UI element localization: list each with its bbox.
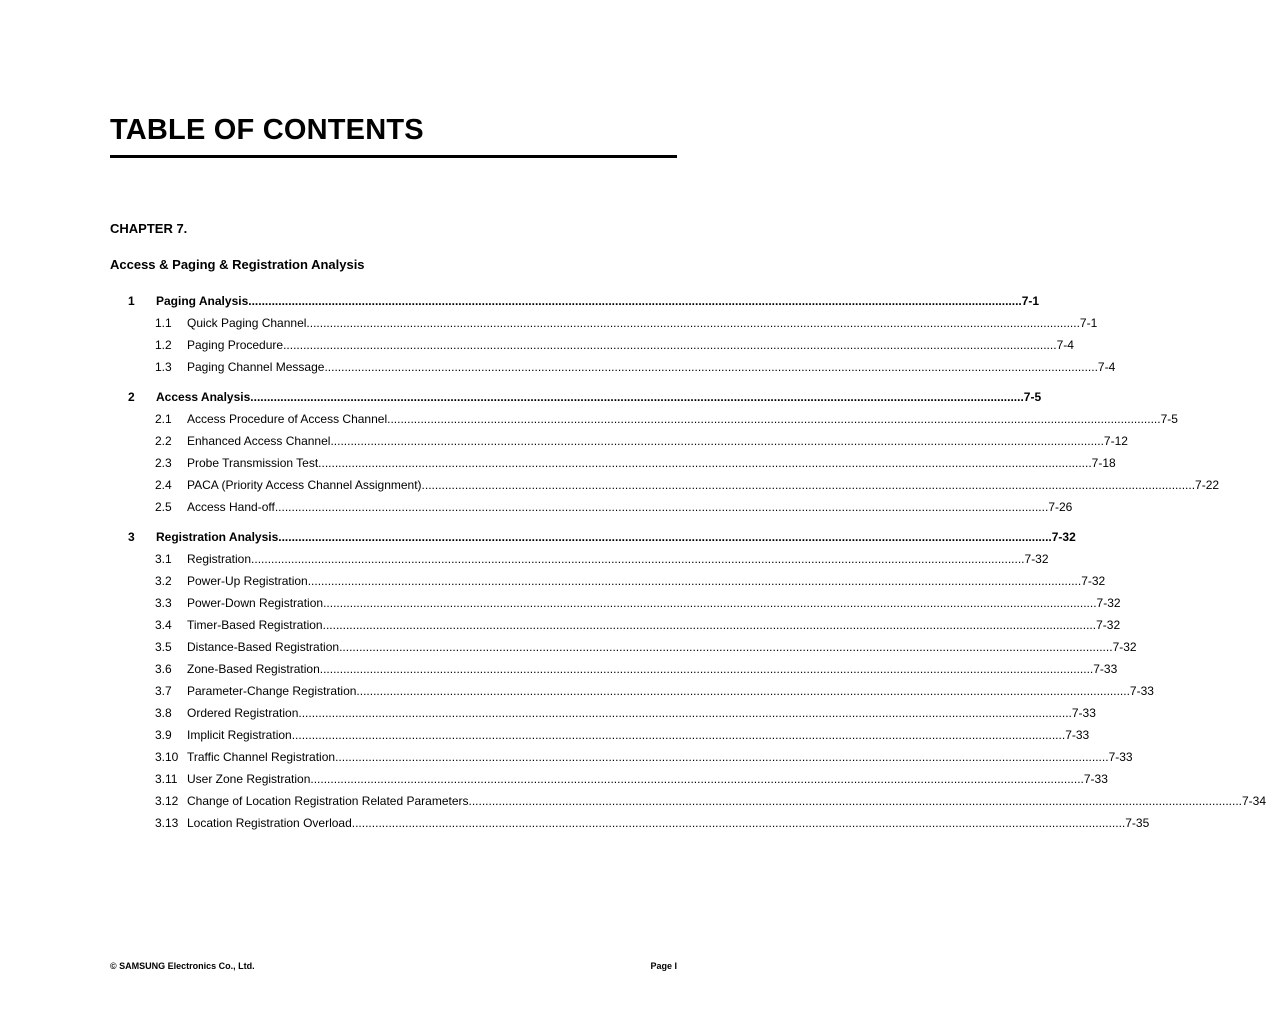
toc-subentry[interactable] xyxy=(110,452,1116,474)
toc-entry-number: 1 xyxy=(128,294,135,308)
dot-leader xyxy=(469,790,1242,812)
toc-subentry-number: 3.11 xyxy=(155,772,178,786)
dot-leader xyxy=(283,334,1056,356)
toc-section xyxy=(110,386,1220,518)
dot-leader xyxy=(275,496,1048,518)
toc-entry-number: 3 xyxy=(128,530,135,544)
toc-subentry[interactable] xyxy=(110,812,1150,834)
toc-subentry[interactable] xyxy=(110,592,1121,614)
toc-entry-number: 2 xyxy=(128,390,135,404)
toc-entry-page: 7-32 xyxy=(1051,530,1076,544)
toc-subentry-title: Ordered Registration xyxy=(187,706,299,720)
toc-subentry-page: 7-4 xyxy=(1056,338,1074,352)
toc-subentry-page: 7-18 xyxy=(1091,456,1116,470)
toc-subentry[interactable] xyxy=(110,334,1074,356)
toc-subentry[interactable] xyxy=(110,636,1137,658)
dot-leader xyxy=(335,746,1108,768)
toc-subentry-number: 3.9 xyxy=(155,728,172,742)
toc-subentry-title: Timer-Based Registration xyxy=(187,618,323,632)
toc-subentry-title: Location Registration Overload xyxy=(187,816,352,830)
toc-subentry-page: 7-33 xyxy=(1129,684,1154,698)
toc-subentry-number: 1.1 xyxy=(155,316,172,330)
toc-subentry[interactable] xyxy=(110,356,1116,378)
toc-subentry-number: 3.1 xyxy=(155,552,172,566)
toc-entry-title: Registration Analysis xyxy=(156,530,279,544)
toc-subentry-title: Paging Procedure xyxy=(187,338,284,352)
toc-subentry-title: Registration xyxy=(187,552,252,566)
dot-leader xyxy=(310,768,1083,790)
dot-leader xyxy=(308,570,1081,592)
toc-entry-title: Access Analysis xyxy=(156,390,251,404)
toc-entry-page: 7-5 xyxy=(1023,390,1042,404)
toc-entry-page: 7-1 xyxy=(1021,294,1040,308)
toc-subentry[interactable] xyxy=(110,724,1090,746)
toc-subentry[interactable] xyxy=(110,790,1266,812)
toc-entry[interactable] xyxy=(110,386,1042,408)
dot-leader xyxy=(318,452,1091,474)
toc-subentry-page: 7-33 xyxy=(1083,772,1108,786)
toc-entry-title: Paging Analysis xyxy=(156,294,249,308)
dot-leader xyxy=(387,408,1160,430)
toc-subentry-page: 7-33 xyxy=(1071,706,1096,720)
toc-subentry[interactable] xyxy=(110,702,1096,724)
toc-subentry-number: 3.5 xyxy=(155,640,172,654)
toc-subentry-number: 3.4 xyxy=(155,618,172,632)
toc-subentry-page: 7-1 xyxy=(1079,316,1098,330)
toc-subentry[interactable] xyxy=(110,768,1108,790)
toc-subentry-title: Change of Location Registration Related Parameters xyxy=(187,794,469,808)
dot-leader xyxy=(292,724,1065,746)
footer-page-number: Page I xyxy=(650,961,677,971)
dot-leader xyxy=(248,290,1021,312)
toc-subentry-title: PACA (Priority Access Channel Assignment) xyxy=(187,478,422,492)
dot-leader xyxy=(422,474,1195,496)
toc-subentry-title: Access Procedure of Access Channel xyxy=(187,412,388,426)
toc-section xyxy=(110,290,1116,378)
toc-subentry-page: 7-32 xyxy=(1024,552,1049,566)
toc-subentry-number: 1.3 xyxy=(155,360,172,374)
toc-subentry-number: 2.4 xyxy=(155,478,172,492)
toc-subentry-title: User Zone Registration xyxy=(187,772,311,786)
toc-subentry-title: Power-Down Registration xyxy=(187,596,324,610)
footer-copyright: © SAMSUNG Electronics Co., Ltd. xyxy=(110,961,255,971)
dot-leader xyxy=(323,614,1096,636)
toc-subentry-title: Probe Transmission Test xyxy=(187,456,319,470)
toc-subentry-title: Parameter-Change Registration xyxy=(187,684,357,698)
dot-leader xyxy=(352,812,1125,834)
toc-subentry[interactable] xyxy=(110,548,1049,570)
toc-subentry[interactable] xyxy=(110,570,1106,592)
toc-subentry-number: 3.13 xyxy=(155,816,179,830)
toc-subentry-number: 3.6 xyxy=(155,662,172,676)
toc-subentry[interactable] xyxy=(110,680,1154,702)
toc-subentry-page: 7-33 xyxy=(1093,662,1118,676)
dot-leader xyxy=(356,680,1129,702)
dot-leader xyxy=(339,636,1112,658)
toc-subentry-number: 2.1 xyxy=(155,412,172,426)
toc-entry[interactable] xyxy=(110,526,1076,548)
toc-subentry-number: 3.7 xyxy=(155,684,172,698)
dot-leader xyxy=(278,526,1051,548)
toc-subentry-page: 7-5 xyxy=(1160,412,1178,426)
toc-subentry-page: 7-22 xyxy=(1195,478,1220,492)
toc-subentry-number: 3.10 xyxy=(155,750,179,764)
toc-subentry-page: 7-32 xyxy=(1096,618,1121,632)
chapter-label: CHAPTER 7. xyxy=(110,221,188,236)
toc-subentry-page: 7-33 xyxy=(1065,728,1090,742)
toc-subentry-number: 2.3 xyxy=(155,456,172,470)
toc-subentry[interactable] xyxy=(110,658,1118,680)
toc-subentry-number: 2.2 xyxy=(155,434,172,448)
page-title: TABLE OF CONTENTS xyxy=(110,114,424,146)
toc-subentry-page: 7-34 xyxy=(1241,794,1266,808)
dot-leader xyxy=(251,548,1024,570)
toc-subentry-page: 7-32 xyxy=(1081,574,1106,588)
toc-subentry-title: Paging Channel Message xyxy=(187,360,325,374)
toc-subentry-page: 7-26 xyxy=(1048,500,1073,514)
toc-subentry-title: Zone-Based Registration xyxy=(187,662,320,676)
toc-subentry[interactable] xyxy=(110,312,1098,334)
toc-entry[interactable] xyxy=(110,290,1040,312)
toc-subentry-number: 3.8 xyxy=(155,706,172,720)
toc-subentry-title: Traffic Channel Registration xyxy=(187,750,336,764)
toc-subentry-title: Power-Up Registration xyxy=(187,574,308,588)
toc-subentry-page: 7-33 xyxy=(1108,750,1133,764)
toc-subentry-number: 1.2 xyxy=(155,338,172,352)
toc-subentry[interactable] xyxy=(110,614,1121,636)
toc-subentry[interactable] xyxy=(110,408,1178,430)
toc-subentry-title: Access Hand-off xyxy=(187,500,275,514)
chapter-subtitle: Access & Paging & Registration Analysis xyxy=(110,257,365,272)
dot-leader xyxy=(324,356,1097,378)
toc-subentry-number: 2.5 xyxy=(155,500,172,514)
toc-subentry[interactable] xyxy=(110,496,1073,518)
title-underline xyxy=(110,155,677,158)
toc-subentry-number: 3.2 xyxy=(155,574,172,588)
toc-subentry-title: Enhanced Access Channel xyxy=(187,434,331,448)
toc-subentry[interactable] xyxy=(110,474,1220,496)
toc-subentry-page: 7-35 xyxy=(1125,816,1150,830)
toc-subentry-title: Distance-Based Registration xyxy=(187,640,340,654)
toc-subentry-page: 7-4 xyxy=(1097,360,1116,374)
dot-leader xyxy=(320,658,1093,680)
toc-subentry-number: 3.12 xyxy=(155,794,179,808)
table-of-contents xyxy=(110,290,1266,842)
toc-subentry-page: 7-32 xyxy=(1112,640,1137,654)
toc-subentry[interactable] xyxy=(110,430,1128,452)
toc-subentry-title: Implicit Registration xyxy=(187,728,292,742)
toc-section xyxy=(110,526,1266,834)
toc-subentry-title: Quick Paging Channel xyxy=(187,316,307,330)
dot-leader xyxy=(250,386,1023,408)
toc-subentry-page: 7-12 xyxy=(1103,434,1128,448)
toc-subentry-page: 7-32 xyxy=(1096,596,1121,610)
dot-leader xyxy=(330,430,1103,452)
dot-leader xyxy=(298,702,1071,724)
dot-leader xyxy=(306,312,1079,334)
toc-subentry-number: 3.3 xyxy=(155,596,172,610)
toc-subentry[interactable] xyxy=(110,746,1133,768)
dot-leader xyxy=(323,592,1096,614)
